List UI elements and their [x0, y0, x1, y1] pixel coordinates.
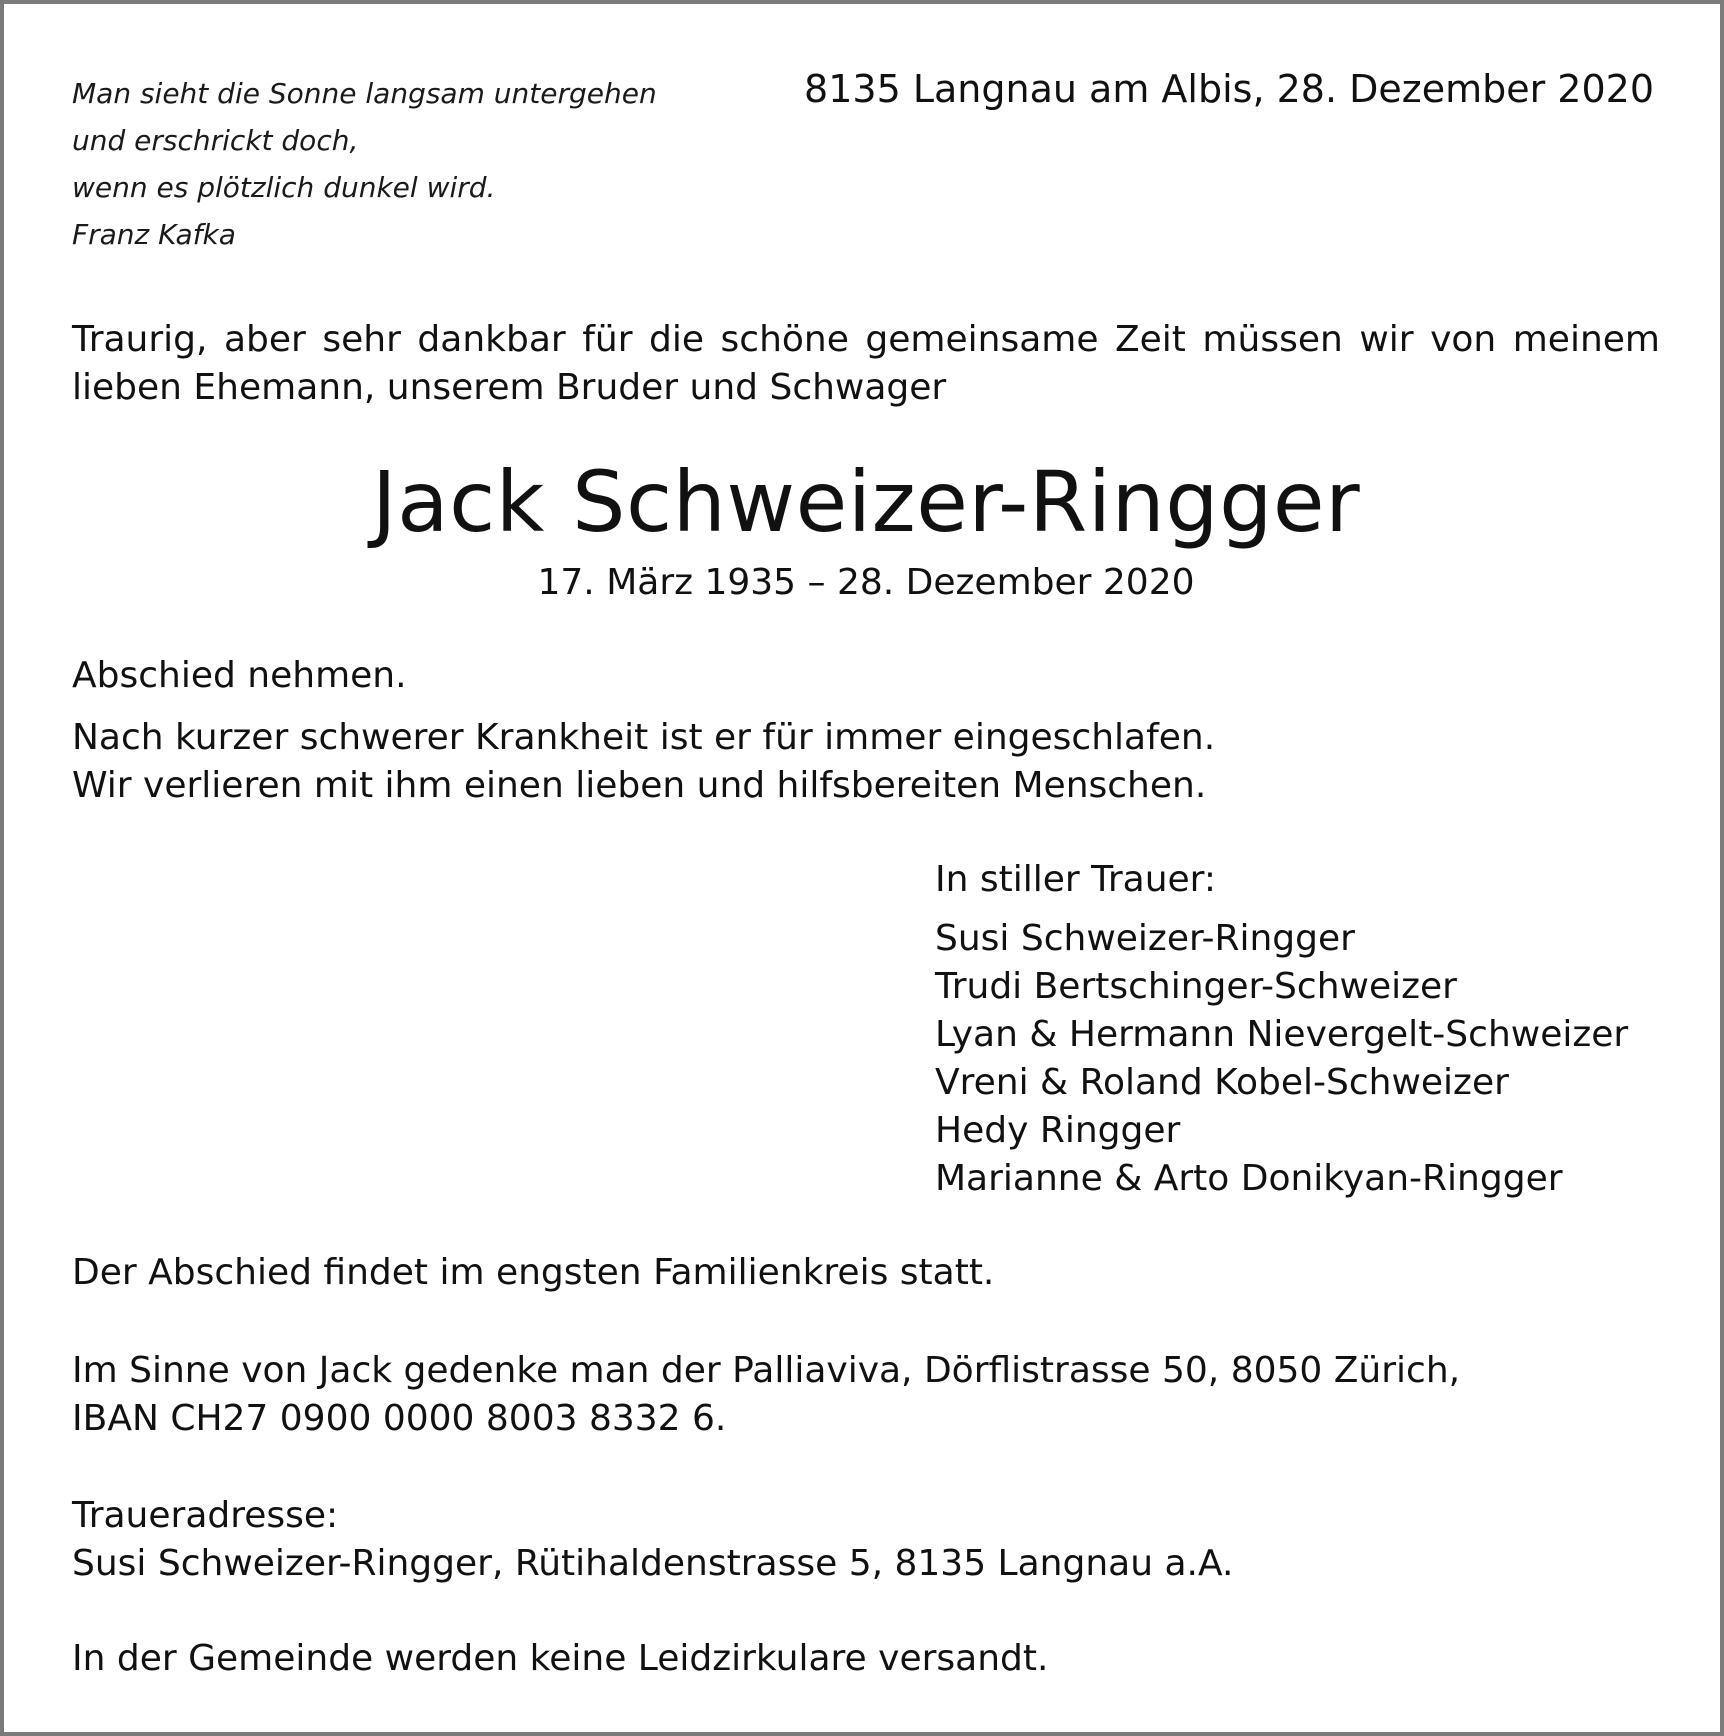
circular-notice: In der Gemeinde werden keine Leidzirkulare versandt.: [72, 1638, 1049, 1679]
farewell-text: Abschied nehmen.: [72, 655, 407, 696]
donation-line: Im Sinne von Jack gedenke man der Palliaviva, Dörflistrasse 50, 8050 Zürich,: [72, 1350, 1461, 1391]
quote-line: wenn es plötzlich dunkel wird.: [72, 171, 496, 204]
mourning-label: In stiller Trauer:: [935, 859, 1216, 900]
life-dates: 17. März 1935 – 28. Dezember 2020: [537, 562, 1195, 603]
quote-line: Man sieht die Sonne langsam untergehen: [72, 77, 657, 110]
quote-author: Franz Kafka: [72, 218, 236, 251]
donation-iban: IBAN CH27 0900 0000 8003 8332 6.: [72, 1398, 727, 1439]
message-line: Wir verlieren mit ihm einen lieben und hilfsbereiten Menschen.: [72, 765, 1207, 806]
intro-line: Traurig, aber sehr dankbar für die schöne gemeinsame Zeit müssen wir von meinem: [72, 319, 1660, 360]
mourner-name: Hedy Ringger: [935, 1110, 1181, 1151]
deceased-name: Jack Schweizer-Ringger: [371, 453, 1361, 551]
mourner-name: Lyan & Hermann Nievergelt-Schweizer: [935, 1014, 1629, 1055]
quote-line: und erschrickt doch,: [72, 124, 359, 157]
intro-paragraph: [72, 316, 1660, 412]
message-block: [72, 714, 1215, 810]
quote-block: [72, 70, 657, 258]
mourner-name: Trudi Bertschinger-Schweizer: [935, 966, 1457, 1007]
intro-line: lieben Ehemann, unserem Bruder und Schwager: [72, 367, 947, 408]
mourning-address-label: Traueradresse:: [72, 1495, 339, 1536]
mourner-name: Susi Schweizer-Ringger: [935, 918, 1355, 959]
mourner-name: Marianne & Arto Donikyan-Ringger: [935, 1158, 1563, 1199]
message-line: Nach kurzer schwerer Krankheit ist er für immer eingeschlafen.: [72, 717, 1216, 758]
mourner-name: Vreni & Roland Kobel-Schweizer: [935, 1062, 1509, 1103]
mourners-list: [935, 915, 1628, 1203]
donation-block: [72, 1347, 1460, 1443]
ceremony-text: Der Abschied findet im engsten Familienkreis statt.: [72, 1252, 995, 1293]
place-date: 8135 Langnau am Albis, 28. Dezember 2020: [804, 67, 1654, 111]
mourning-address: Susi Schweizer-Ringger, Rütihaldenstrasse 5, 8135 Langnau a.A.: [72, 1543, 1234, 1584]
